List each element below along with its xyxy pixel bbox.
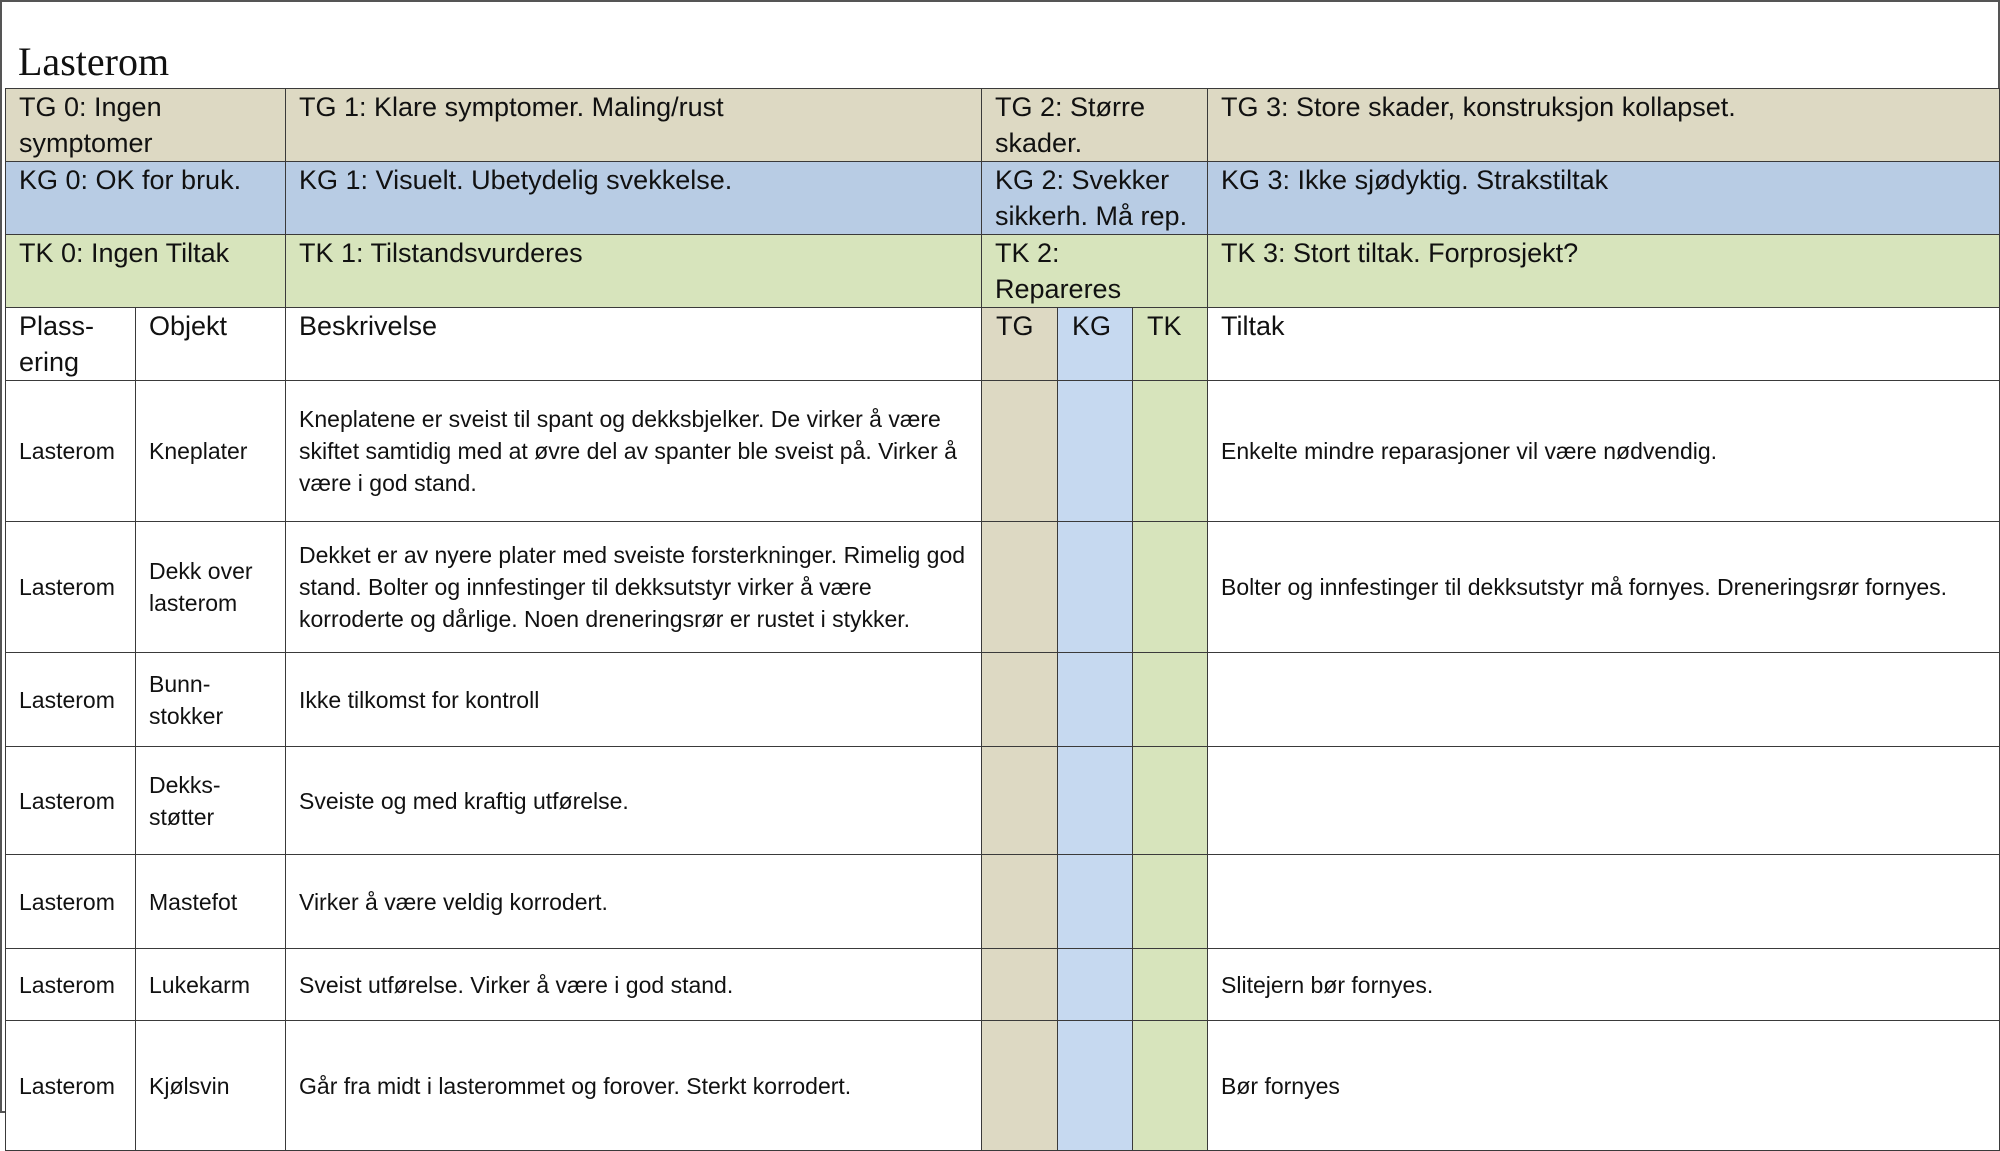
cell-tiltak: Bør fornyes <box>1208 1021 2000 1151</box>
table-row <box>6 855 2000 949</box>
cell-plassering: Lasterom <box>6 949 136 1021</box>
cell-beskrivelse: Sveiste og med kraftig utførelse. <box>286 747 982 855</box>
cell-beskrivelse: Ikke tilkomst for kontroll <box>286 653 982 747</box>
cell-kg <box>1058 522 1133 653</box>
cell-kg <box>1058 653 1133 747</box>
table-row <box>6 747 2000 855</box>
cell-plassering: Lasterom <box>6 1021 136 1151</box>
cell-tiltak: Bolter og innfestinger til dekksutstyr må fornyes. Dreneringsrør fornyes. <box>1208 522 2000 653</box>
legend-row-kg <box>6 162 2000 235</box>
cell-tiltak <box>1208 747 2000 855</box>
header-beskrivelse: Beskrivelse <box>286 308 982 381</box>
legend-tk-3: TK 3: Stort tiltak. Forprosjekt? <box>1208 235 2000 308</box>
legend-kg-1: KG 1: Visuelt. Ubetydelig svekkelse. <box>286 162 982 235</box>
cell-plassering: Lasterom <box>6 653 136 747</box>
legend-kg-0: KG 0: OK for bruk. <box>6 162 286 235</box>
cell-tk <box>1133 855 1208 949</box>
cell-kg <box>1058 747 1133 855</box>
table-header-row <box>6 308 2000 381</box>
legend-tg-3: TG 3: Store skader, konstruksjon kollapset. <box>1208 89 2000 162</box>
cell-objekt: Kjølsvin <box>136 1021 286 1151</box>
cell-plassering: Lasterom <box>6 747 136 855</box>
cell-kg <box>1058 855 1133 949</box>
cell-tiltak: Slitejern bør fornyes. <box>1208 949 2000 1021</box>
cell-tg <box>982 522 1058 653</box>
legend-tg-0: TG 0: Ingen symptomer <box>6 89 286 162</box>
legend-tg-2: TG 2: Større skader. <box>982 89 1208 162</box>
cell-tg <box>982 747 1058 855</box>
table-row <box>6 522 2000 653</box>
legend-tk-0: TK 0: Ingen Tiltak <box>6 235 286 308</box>
header-tg: TG <box>982 308 1058 381</box>
header-objekt: Objekt <box>136 308 286 381</box>
legend-kg-3: KG 3: Ikke sjødyktig. Strakstiltak <box>1208 162 2000 235</box>
cell-beskrivelse: Kneplatene er sveist til spant og dekksbjelker. De virker å være skiftet samtidig med at øvre del av spanter ble sveist på. Virker å være i god stand. <box>286 381 982 522</box>
header-kg: KG <box>1058 308 1133 381</box>
legend-tk-2: TK 2: Repareres <box>982 235 1208 308</box>
cell-tk <box>1133 949 1208 1021</box>
table-row <box>6 653 2000 747</box>
cell-tg <box>982 1021 1058 1151</box>
cell-plassering: Lasterom <box>6 855 136 949</box>
cell-tk <box>1133 522 1208 653</box>
cell-tiltak <box>1208 855 2000 949</box>
condition-table <box>5 88 2000 1151</box>
legend-tk-1: TK 1: Tilstandsvurderes <box>286 235 982 308</box>
table-row <box>6 1021 2000 1151</box>
cell-beskrivelse: Dekket er av nyere plater med sveiste forsterkninger. Rimelig god stand. Bolter og innfestinger til dekksutstyr virker å være korroderte og dårlige. Noen dreneringsrør er rustet i stykker. <box>286 522 982 653</box>
cell-tk <box>1133 747 1208 855</box>
cell-beskrivelse: Går fra midt i lasterommet og forover. Sterkt korrodert. <box>286 1021 982 1151</box>
legend-row-tg <box>6 89 2000 162</box>
header-tiltak: Tiltak <box>1208 308 2000 381</box>
cell-tiltak <box>1208 653 2000 747</box>
cell-objekt: Mastefot <box>136 855 286 949</box>
cell-beskrivelse: Sveist utførelse. Virker å være i god stand. <box>286 949 982 1021</box>
table-row <box>6 381 2000 522</box>
cell-kg <box>1058 381 1133 522</box>
header-tk: TK <box>1133 308 1208 381</box>
cell-objekt: Lukekarm <box>136 949 286 1021</box>
cell-objekt: Dekk over lasterom <box>136 522 286 653</box>
cell-objekt: Bunn-stokker <box>136 653 286 747</box>
table-row <box>6 949 2000 1021</box>
cell-tg <box>982 381 1058 522</box>
cell-tk <box>1133 653 1208 747</box>
cell-tg <box>982 653 1058 747</box>
page-title: Lasterom <box>18 39 170 84</box>
cell-kg <box>1058 949 1133 1021</box>
header-plassering: Plass-ering <box>6 308 136 381</box>
cell-objekt: Dekks-støtter <box>136 747 286 855</box>
cell-tiltak: Enkelte mindre reparasjoner vil være nødvendig. <box>1208 381 2000 522</box>
cell-tk <box>1133 1021 1208 1151</box>
cell-kg <box>1058 1021 1133 1151</box>
cell-tg <box>982 855 1058 949</box>
cell-plassering: Lasterom <box>6 522 136 653</box>
cell-objekt: Kneplater <box>136 381 286 522</box>
cell-plassering: Lasterom <box>6 381 136 522</box>
legend-tg-1: TG 1: Klare symptomer. Maling/rust <box>286 89 982 162</box>
legend-row-tk <box>6 235 2000 308</box>
cell-tg <box>982 949 1058 1021</box>
cell-tk <box>1133 381 1208 522</box>
legend-kg-2: KG 2: Svekker sikkerh. Må rep. <box>982 162 1208 235</box>
cell-beskrivelse: Virker å være veldig korrodert. <box>286 855 982 949</box>
